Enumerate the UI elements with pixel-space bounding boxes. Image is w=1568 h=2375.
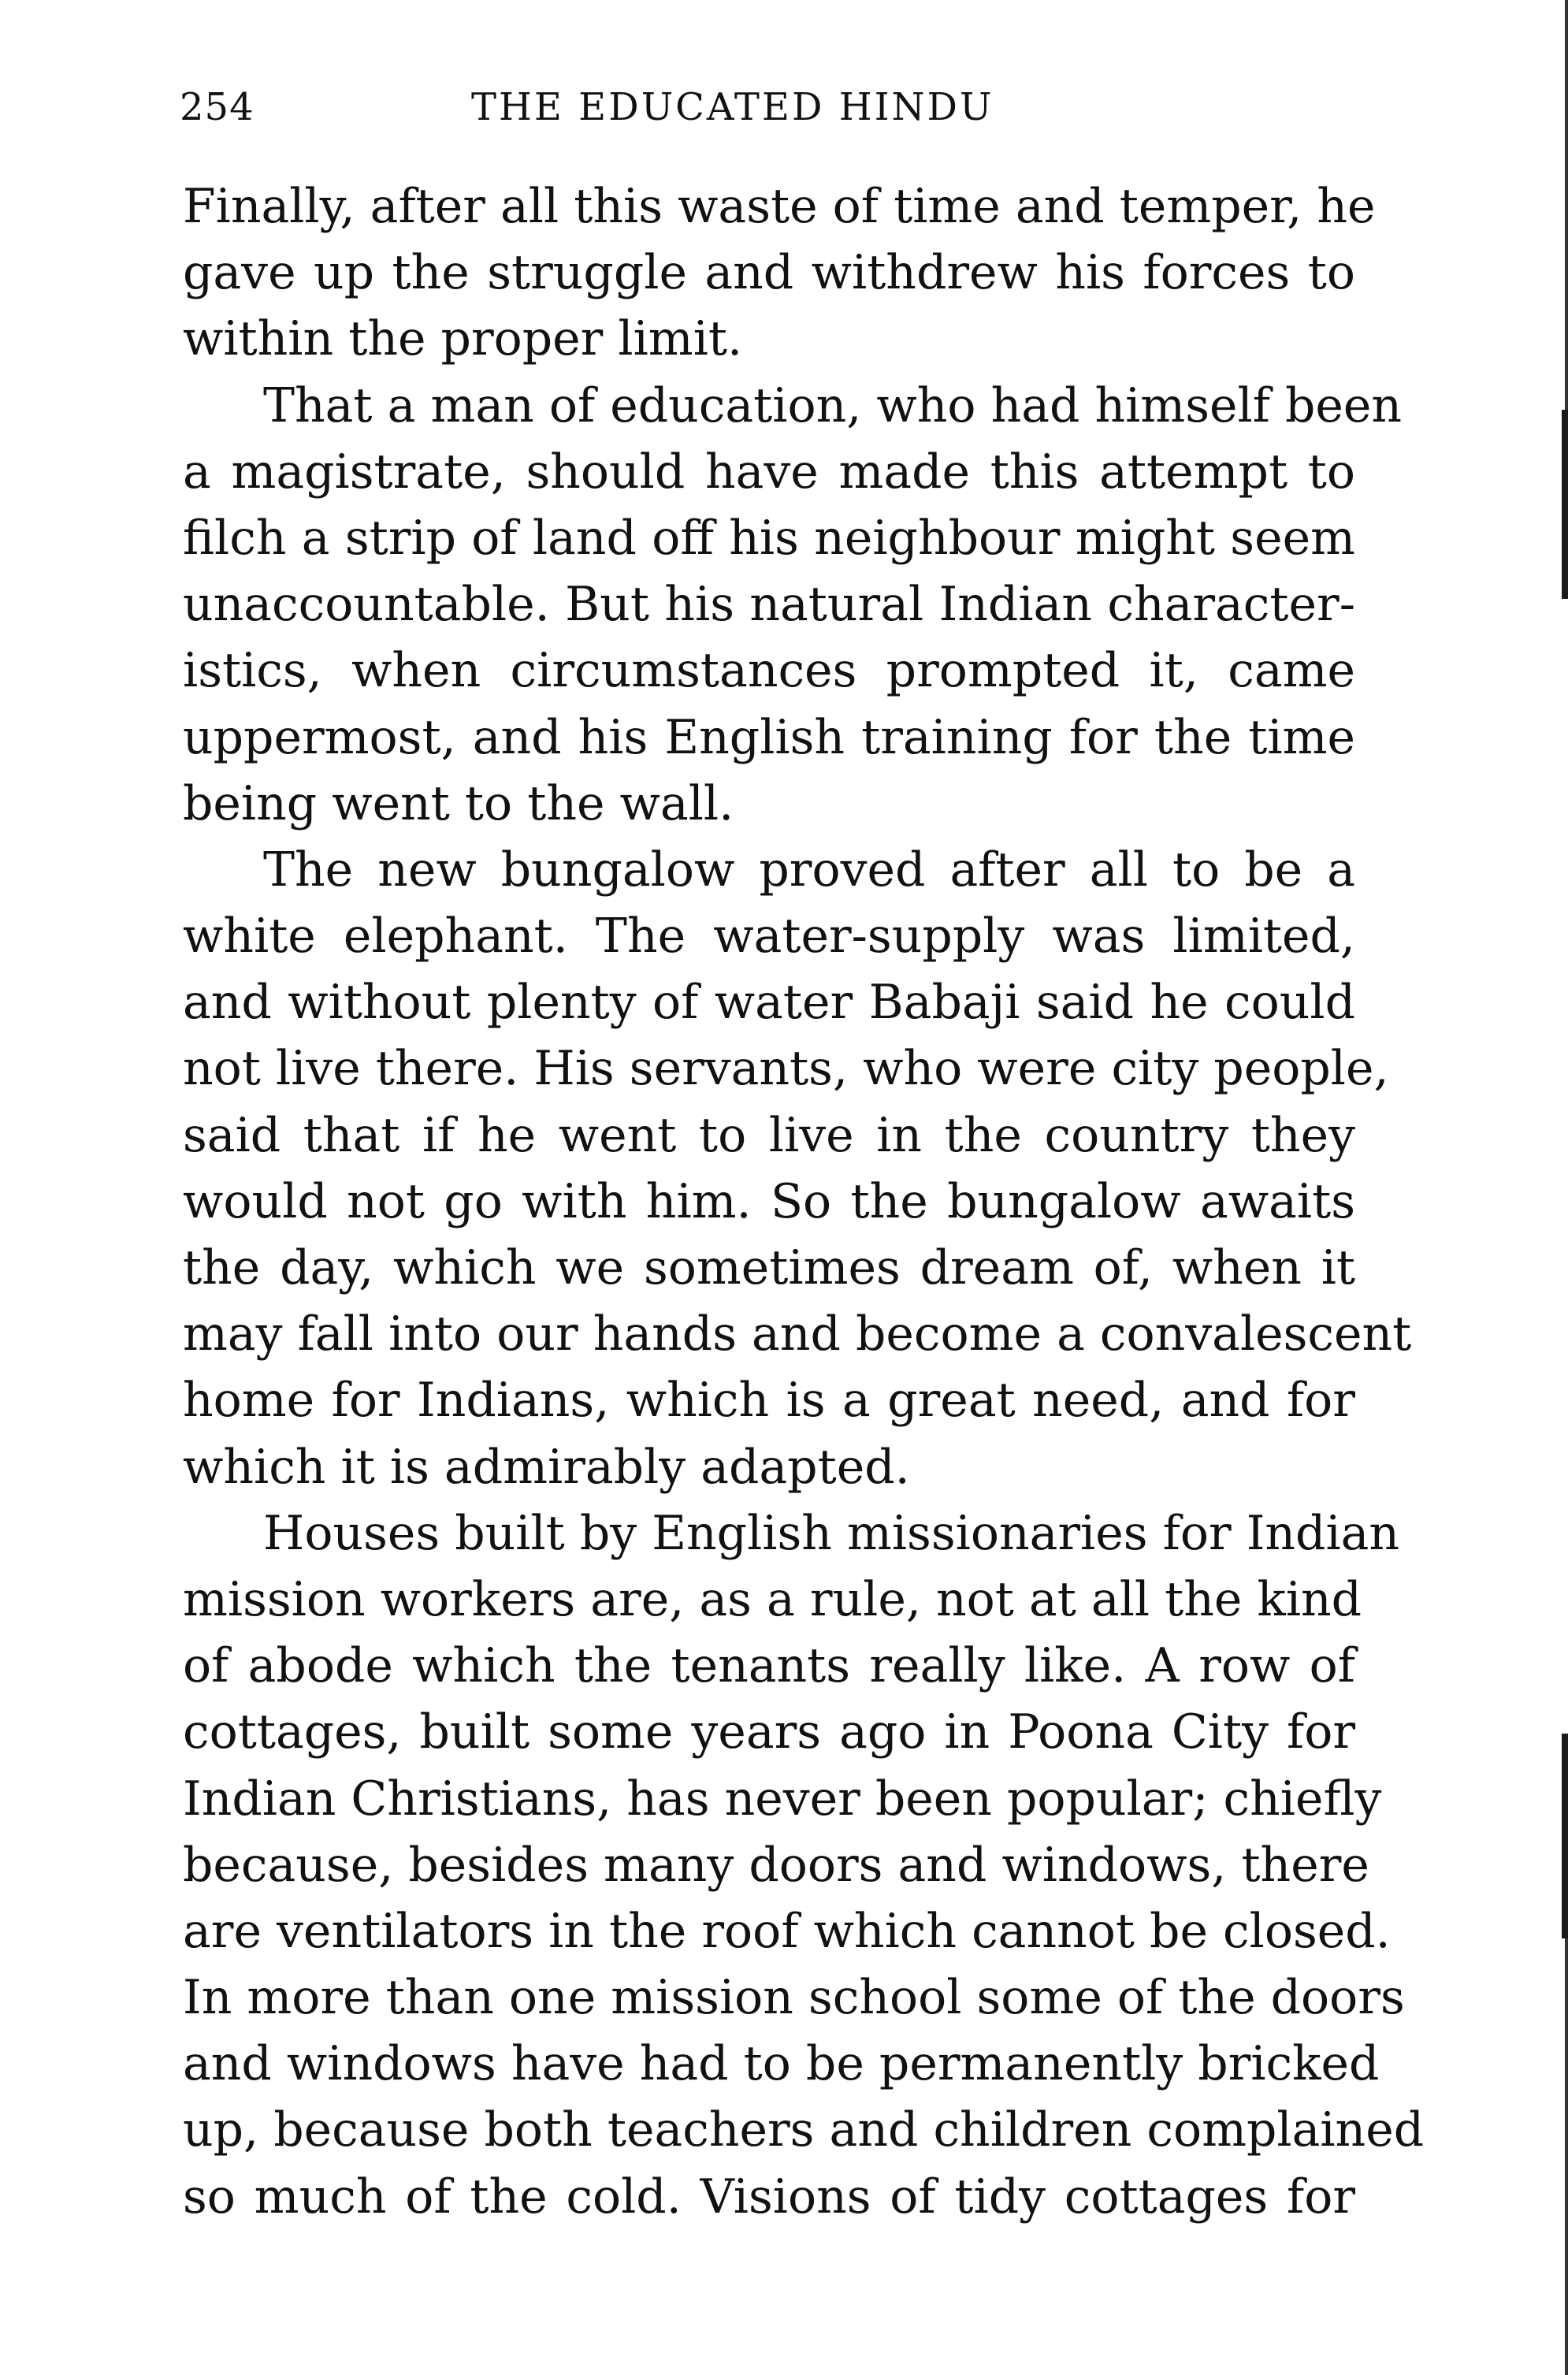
page-edge-shadow [1565,0,1568,410]
text-line: Finally, after all this waste of time and temper, he [183,179,1376,234]
text-line: the day, which we sometimes dream of, when it [183,1240,1355,1295]
paragraph [183,173,1376,373]
text-line: In more than one mission school some of the doors [183,1970,1405,2026]
text-line: are ventilators in the roof which cannot be closed. [183,1903,1391,1959]
text-line: and windows have had to be permanently bricked [183,2036,1380,2092]
text-line: Indian Christians, has never been popular; chiefly [183,1771,1382,1827]
text-line: up, because both teachers and children complained [183,2102,1425,2158]
text-line: istics, when circumstances prompted it, came [183,643,1355,699]
text-line: of abode which the tenants really like. A row of [183,1638,1355,1694]
text-line: would not go with him. So the bungalow awaits [183,1173,1355,1229]
page-edge-shadow [1562,410,1568,599]
text-line: which it is admirably adapted. [183,1439,910,1495]
text-line: said that if he went to live in the country they [183,1107,1355,1163]
text-line: so much of the cold. Visions of tidy cottages for [183,2169,1355,2224]
text-line: gave up the struggle and withdrew his forces to [183,245,1355,301]
paragraph [183,1500,1425,2230]
page-number: 254 [180,85,255,129]
text-line: a magistrate, should have made this attempt to [183,444,1355,500]
text-line: home for Indians, which is a great need, and for [183,1373,1355,1429]
page-header [180,85,1362,140]
text-line: Houses built by English missionaries for Indian [263,1505,1400,1561]
paragraph [183,373,1403,837]
text-line: filch a strip of land off his neighbour might seem [183,510,1355,566]
text-line: unaccountable. But his natural Indian character- [183,577,1355,633]
text-line: because, besides many doors and windows, there [183,1837,1369,1893]
text-line: not live there. His servants, who were city people, [183,1041,1389,1097]
text-line: mission workers are, as a rule, not at all the kind [183,1571,1362,1627]
paragraph [183,837,1412,1500]
page-edge-shadow [1562,1734,1568,1938]
text-line: That a man of education, who had himself been [263,377,1403,433]
text-line: may fall into our hands and become a convalescent [183,1306,1412,1362]
page-edge-shadow [1565,1938,1568,2375]
running-head: THE EDUCATED HINDU [471,85,994,129]
text-line: within the proper limit. [183,311,743,367]
body-text [183,173,1425,2230]
text-line: uppermost, and his English training for the time [183,709,1355,765]
text-line: being went to the wall. [183,775,734,831]
text-line: cottages, built some years ago in Poona City for [183,1704,1355,1760]
text-line: white elephant. The water-supply was limited, [183,909,1355,964]
text-line: The new bungalow proved after all to be a [263,842,1355,898]
text-line: and without plenty of water Babaji said he could [183,975,1355,1031]
